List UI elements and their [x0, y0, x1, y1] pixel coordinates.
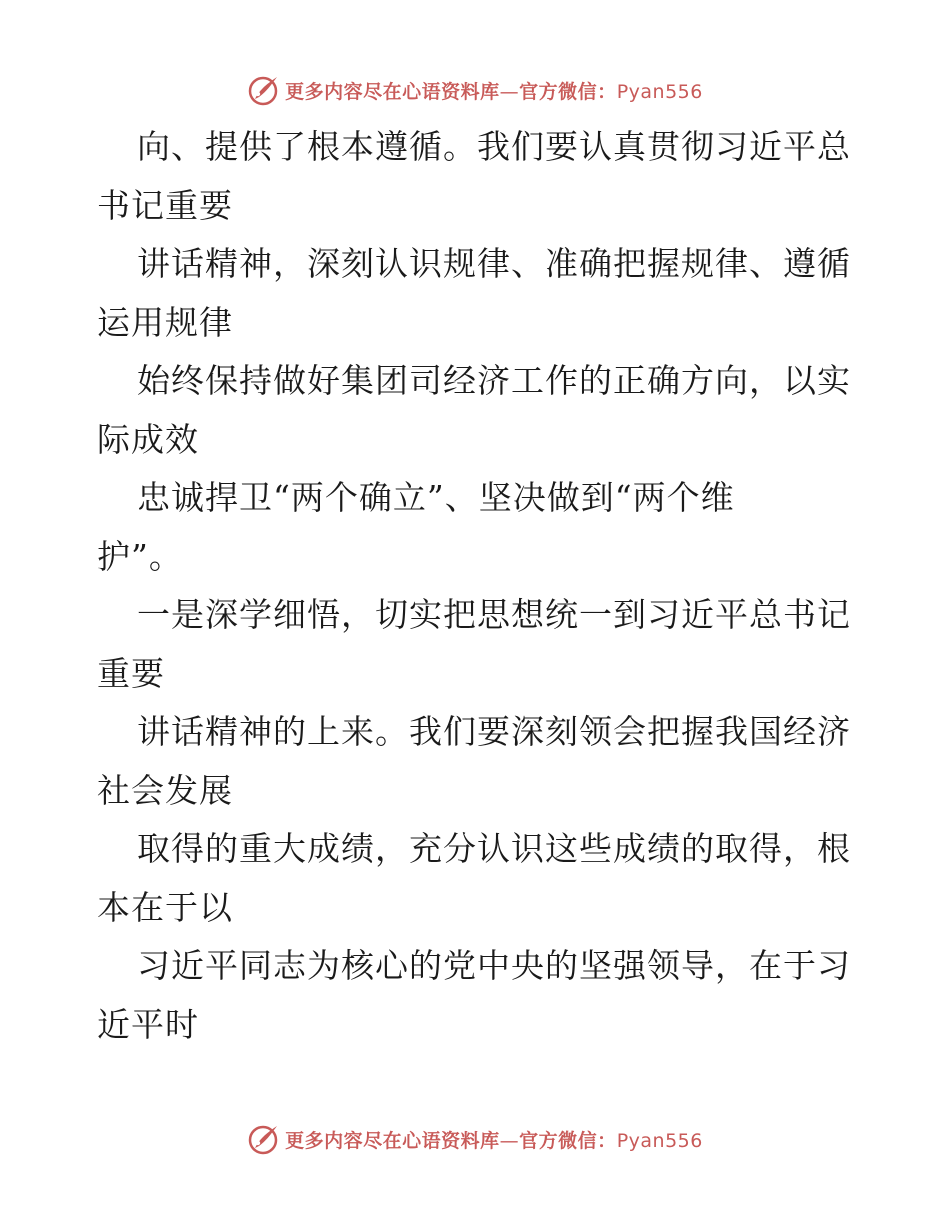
document-body	[97, 118, 857, 1054]
watermark-text: 更多内容尽在心语资料库—官方微信：Pyan556	[285, 80, 703, 103]
quill-logo-icon	[247, 73, 281, 107]
paragraph-1: 向、提供了根本遵循。我们要认真贯彻习近平总书记重要	[97, 127, 851, 225]
paragraph-2: 讲话精神，深刻认识规律、准确把握规律、遵循运用规律	[97, 244, 851, 342]
paragraph-3: 始终保持做好集团司经济工作的正确方向，以实际成效	[97, 361, 851, 459]
header-watermark	[0, 70, 950, 110]
footer-watermark	[0, 1119, 950, 1159]
watermark-text: 更多内容尽在心语资料库—官方微信：Pyan556	[285, 1129, 703, 1152]
paragraph-8: 习近平同志为核心的党中央的坚强领导，在于习近平时	[97, 946, 851, 1044]
paragraph-5: 一是深学细悟，切实把思想统一到习近平总书记重要	[97, 595, 851, 693]
paragraph-7: 取得的重大成绩，充分认识这些成绩的取得，根本在于以	[97, 829, 851, 927]
paragraph-4: 忠诚捍卫“两个确立”、坚决做到“两个维 护”。	[97, 478, 735, 576]
paragraph-6: 讲话精神的上来。我们要深刻领会把握我国经济社会发展	[97, 712, 851, 810]
quill-logo-icon	[247, 1122, 281, 1156]
